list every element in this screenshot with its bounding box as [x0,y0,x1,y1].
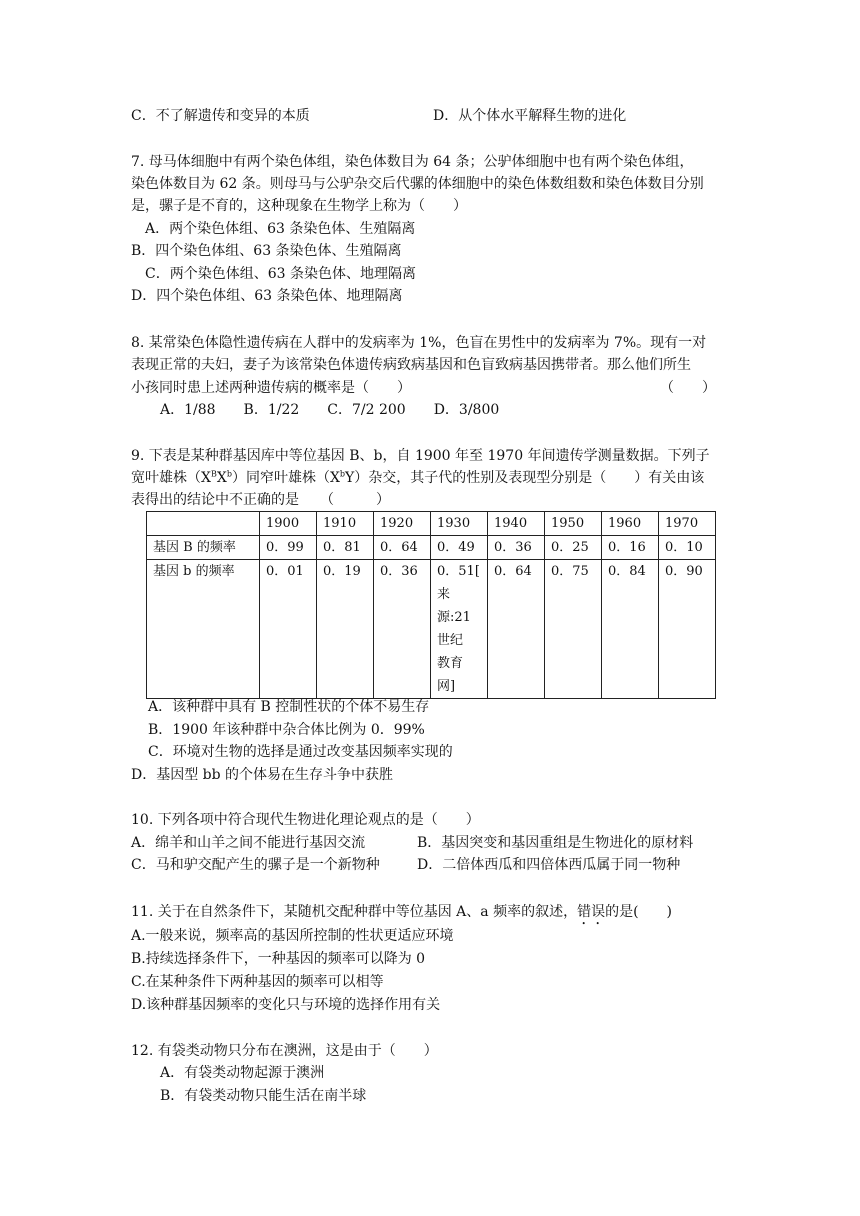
cell-watermark-line: 网] [437,679,456,694]
table-cell: 0．64 [488,560,545,699]
table-cell: 0．10 [659,536,716,560]
table-row [147,536,716,560]
q12-option-a: A．有袋类动物起源于澳洲 [160,1065,325,1081]
q9-option-a: A．该种群中具有 B 控制性状的个体不易生存 [148,699,430,715]
q9-stem-line3: 表得出的结论中不正确的是 （ ） [131,492,390,508]
table-cell: 0．99 [260,536,317,560]
table-row-label: 基因 b 的频率 [147,560,260,699]
q6-option-d: D．从个体水平解释生物的进化 [433,108,627,124]
cell-value: 0．51[ [437,564,480,579]
q11-option-b: B.持续选择条件下，一种基因的频率可以降为 0 [131,951,426,967]
q10-option-a: A．绵羊和山羊之间不能进行基因交流 [131,835,366,851]
q9-option-d: D．基因型 bb 的个体易在生存斗争中获胜 [131,767,394,783]
table-cell: 0．75 [545,560,602,699]
q10-stem: 10. 下列各项中符合现代生物进化理论观点的是（ ） [131,812,480,828]
table-year-cell: 1970 [659,512,716,536]
table-cell-1930 [431,560,488,699]
table-cell: 0．01 [260,560,317,699]
cell-watermark-line: 世纪 [437,633,464,648]
table-cell: 0．84 [602,560,659,699]
q7-option-d: D．四个染色体组、63 条染色体、地理隔离 [131,288,403,304]
table-row [147,560,716,699]
q9-stem-line2: 宽叶雄株$(X^BX^b)$同窄叶雄株$(X^bY)$杂交，其子代的性别及表现型分别是（ ）有关由该 [131,469,705,486]
q6-option-c: C．不了解遗传和变异的本质 [131,108,310,124]
q12-option-b: B．有袋类动物只能生活在南半球 [160,1088,367,1104]
table-cell: 0．25 [545,536,602,560]
q7-option-b: B．四个染色体组、63 条染色体、生殖隔离 [131,243,402,259]
table-row-label: 基因 B 的频率 [147,536,260,560]
table-corner-cell [147,512,260,536]
q9-option-c: C．环境对生物的选择是通过改变基因频率实现的 [148,744,453,760]
q8-options: A．1/88 B．1/22 C．7/2 200 D．3/800 [160,402,500,418]
table-year-cell: 1940 [488,512,545,536]
q7-option-a: A．两个染色体组、63 条染色体、生殖隔离 [145,221,416,237]
q11-emphasis: 错误 [577,904,606,920]
q10-option-b: B．基因突变和基因重组是生物进化的原材料 [417,835,694,851]
table-year-cell: 1920 [374,512,431,536]
q11-option-a: A.一般来说，频率高的基因所控制的性状更适应环境 [131,928,454,944]
gene-frequency-table [146,511,716,699]
q10-option-c: C．马和驴交配产生的骡子是一个新物种 [131,857,380,873]
cell-watermark-line: 源:21 [437,610,471,625]
table-cell: 0．49 [431,536,488,560]
cell-watermark-line: 教育 [437,656,464,671]
table-cell: 0．36 [488,536,545,560]
q7-stem-line2: 染色体数目为 62 条。则母马与公驴杂交后代骡的体细胞中的染色体数组数和染色体数目分别 [131,176,704,192]
q12-stem: 12. 有袋类动物只分布在澳洲，这是由于（ ） [131,1043,438,1059]
table-cell: 0．81 [317,536,374,560]
q8-stem-line2: 表现正常的夫妇，妻子为该常染色体遗传病致病基因和色盲致病基因携带者。那么他们所生 [131,357,691,373]
table-cell: 0．90 [659,560,716,699]
cell-watermark-line: 来 [437,587,451,602]
table-year-cell: 1930 [431,512,488,536]
q11-stem: 11. 关于在自然条件下，某随机交配种群中等位基因 A、a 频率的叙述，错误的是( ) [131,904,673,920]
q11-option-d: D.该种群基因频率的变化只与环境的选择作用有关 [131,997,441,1013]
table-year-cell: 1950 [545,512,602,536]
q7-stem-line3: 是，骡子是不育的，这种现象在生物学上称为（ ） [131,198,467,214]
q9-stem-line1: 9. 下表是某种群基因库中等位基因 B、b，自 1900 年至 1970 年间遗传学测量数据。下列子 [131,448,710,464]
table-cell: 0．64 [374,536,431,560]
q8-answer-blank: （ ） [660,380,716,396]
q11-option-c: C.在某种条件下两种基因的频率可以相等 [131,974,384,990]
table-cell: 0．16 [602,536,659,560]
q9-option-b: B．1900 年该种群中杂合体比例为 0．99% [148,722,425,738]
table-cell: 0．19 [317,560,374,699]
q10-option-d: D．二倍体西瓜和四倍体西瓜属于同一物种 [417,857,681,873]
table-cell: 0．36 [374,560,431,699]
q8-stem-line3: 小孩同时患上述两种遗传病的概率是（ ） [131,380,411,396]
q8-stem-line1: 8. 某常染色体隐性遗传病在人群中的发病率为 1%，色盲在男性中的发病率为 7%。现有一对 [131,335,707,351]
q7-option-c: C．两个染色体组、63 条染色体、地理隔离 [145,266,416,282]
table-year-cell: 1900 [260,512,317,536]
q7-stem-line1: 7. 母马体细胞中有两个染色体组，染色体数目为 64 条；公驴体细胞中也有两个染色体组， [131,154,694,170]
table-year-cell: 1910 [317,512,374,536]
table-year-cell: 1960 [602,512,659,536]
table-header-row [147,512,716,536]
